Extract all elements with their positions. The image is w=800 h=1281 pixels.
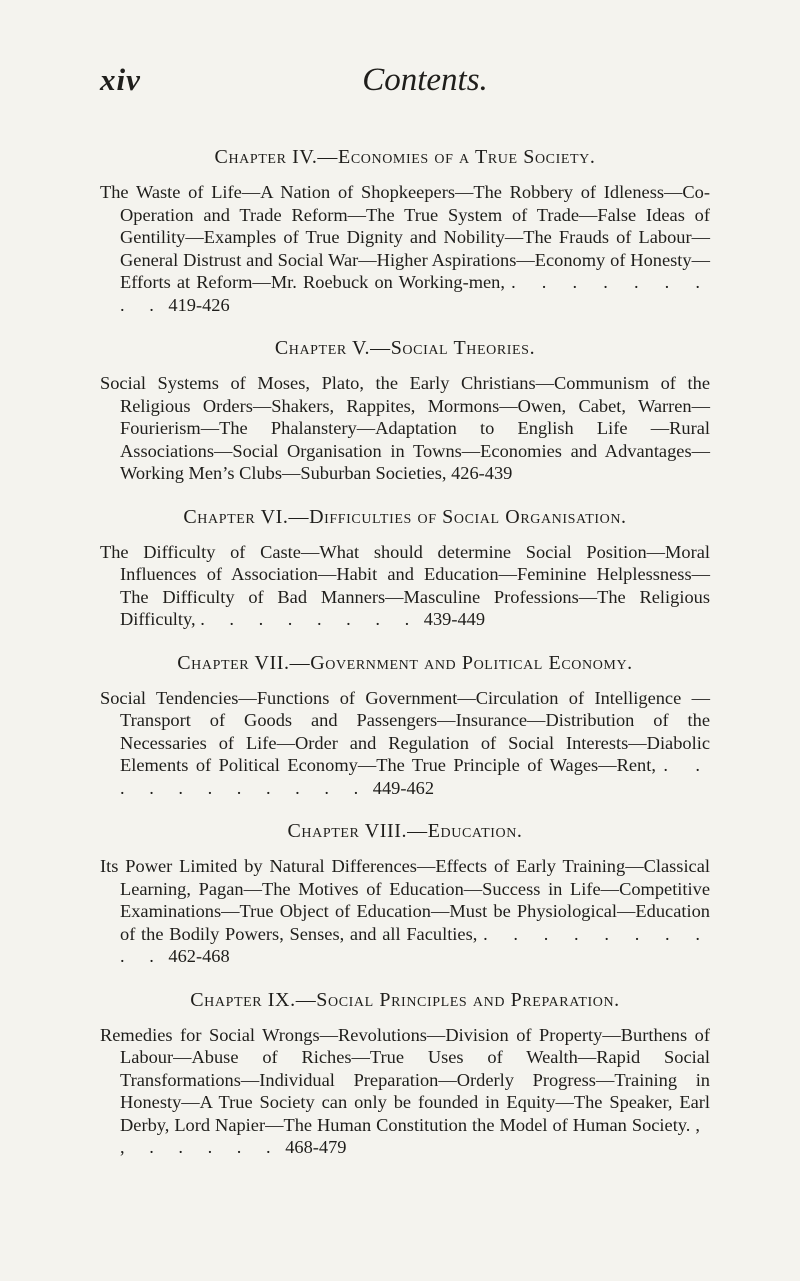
chapter-synopsis (100, 372, 710, 485)
synopsis-text: Social Systems of Moses, Plato, the Early Christians—Communism of the Religious Orders—Shakers, Rappites, Mormons—Owen, Cabet, Warren—Fourierism—The Phalanstery—Adaptation to English Life —Rural Associations—Social Organisation in Towns—Economies and Advantages—Working Men’s Clubs—Suburban Societies, (100, 373, 710, 483)
chapter-entry (100, 337, 710, 485)
page-range: 468-479 (285, 1137, 347, 1157)
dot-leaders: . . . . . . . . . . (120, 923, 710, 966)
page-range: 426-439 (451, 463, 513, 483)
chapter-synopsis (100, 1024, 710, 1159)
synopsis-text: Social Tendencies—Functions of Government—Circulation of Intelligence —Transport of Goods and Passengers—Insurance—Distribution of the Necessaries of Life—Order and Regulation of Social Interests—Diabolic Elements of Political Economy—The True Principle of Wages—Rent, (100, 687, 710, 775)
chapter-heading: Chapter VI.—Difficulties of Social Organisation. (183, 505, 627, 528)
chapter-entry (100, 820, 710, 968)
page-number: xiv (100, 62, 141, 97)
dot-leaders: , , . . . . . (120, 1114, 710, 1157)
chapter-entry (100, 652, 710, 800)
synopsis-text: Its Power Limited by Natural Differences—Effects of Early Training—Classical Learning, Pagan—The Motives of Education—Success in Life—Competitive Examinations—True Object of Education—Must be Physiological—Education of the Bodily Powers, Senses, and all Faculties, (100, 856, 710, 944)
chapter-synopsis (100, 687, 710, 800)
dot-leaders: . . . . . . . . . . . (120, 755, 710, 798)
chapter-entry (100, 989, 710, 1159)
chapter-heading: Chapter VII.—Government and Political Economy. (177, 651, 633, 674)
dot-leaders: . . . . . . . . (200, 609, 420, 629)
synopsis-text: The Waste of Life—A Nation of Shopkeepers—The Robbery of Idleness—Co-Operation and Trade Reform—The True System of Trade—False Ideas of Gentility—Examples of True Dignity and Nobility—The Frauds of Labour—General Distrust and Social War—Higher Aspirations—Economy of Honesty—Efforts at Reform—Mr. Roebuck on Working-men, (100, 182, 710, 292)
chapter-synopsis (100, 181, 710, 316)
synopsis-text: The Difficulty of Caste—What should determine Social Position—Moral Influences of Association—Habit and Education—Feminine Helplessness—The Difficulty of Bad Manners—Masculine Professions—The Religious Difficulty, (100, 541, 710, 629)
chapter-heading: Chapter IX.—Social Principles and Preparation. (190, 988, 620, 1011)
chapter-synopsis (100, 855, 710, 968)
page-range: 462-468 (168, 946, 230, 966)
page-range: 419-426 (168, 294, 230, 315)
chapter-heading: Chapter VIII.—Education. (287, 820, 523, 842)
page-range: 449-462 (372, 777, 435, 798)
chapter-synopsis (100, 541, 710, 631)
synopsis-text: Remedies for Social Wrongs—Revolutions—Division of Property—Burthens of Labour—Abuse of Riches—True Uses of Wealth—Rapid Social Transformations—Individual Preparation—Orderly Progress—Training in Honesty—A True Society can only be founded in Equity—The Speaker, Earl Derby, Lord Napier—The Human Constitution the Model of Human Society. (100, 1024, 710, 1135)
running-head: Contents. (362, 62, 488, 98)
chapter-heading: Chapter V.—Social Theories. (274, 337, 536, 359)
chapter-entry (100, 506, 710, 631)
dot-leaders: . . . . . . . . . (120, 272, 710, 315)
chapter-entry (100, 146, 710, 316)
chapter-heading: Chapter IV.—Economies of a True Society. (214, 146, 596, 168)
page-range: 439-449 (423, 609, 486, 629)
page-header (100, 62, 700, 112)
contents-list (100, 146, 710, 1180)
